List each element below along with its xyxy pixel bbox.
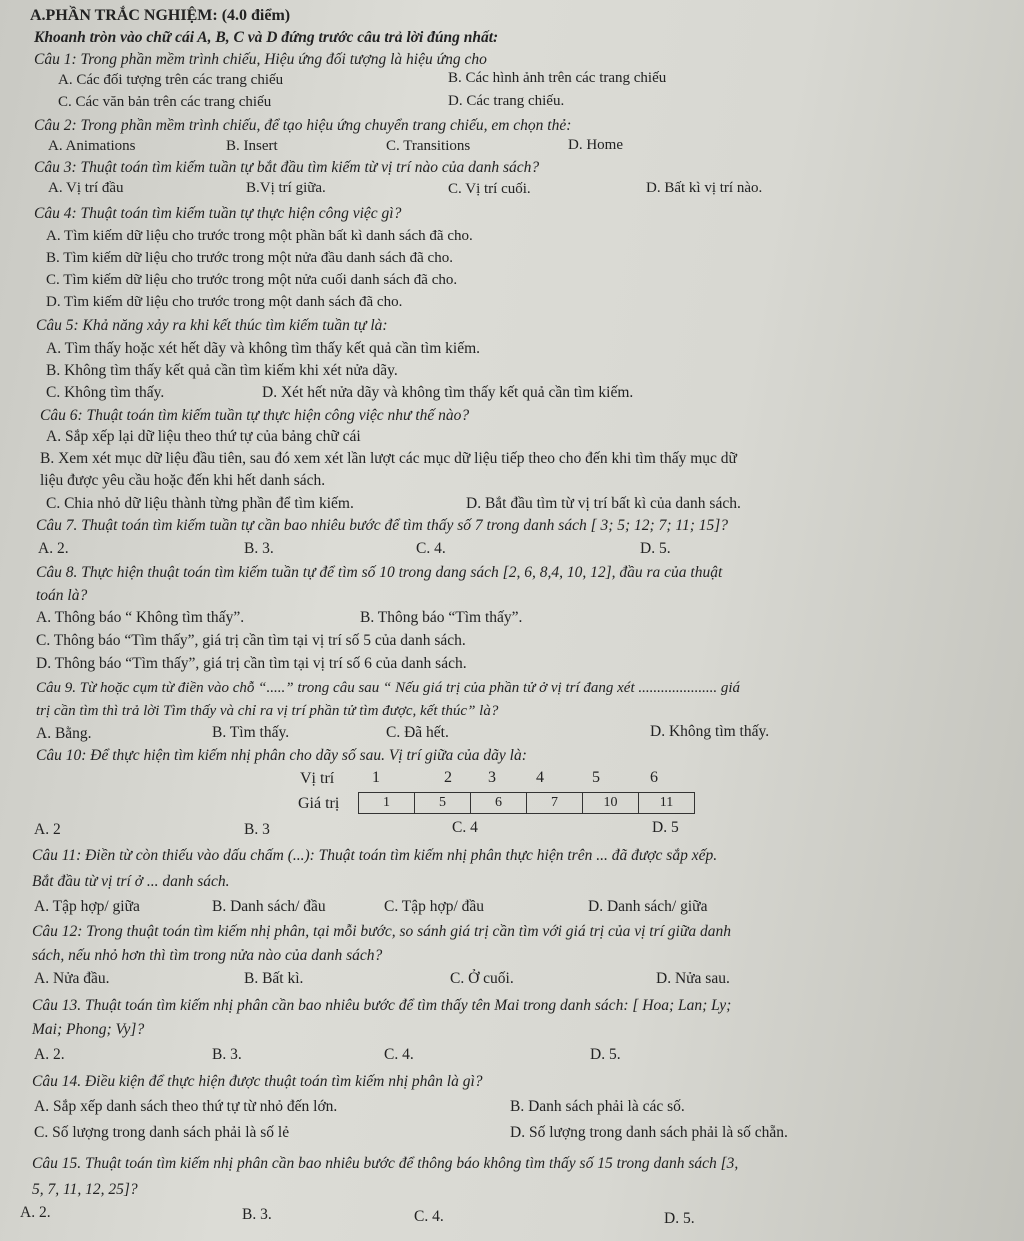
question-5: Câu 5: Khả năng xảy ra khi kết thúc tìm kiếm tuần tự là: [36, 317, 388, 334]
q3-option-d: D. Bất kì vị trí nào. [646, 180, 763, 196]
q10-option-a: A. 2 [34, 821, 61, 838]
q9-option-b: B. Tìm thấy. [212, 724, 290, 741]
q1-option-c: C. Các văn bản trên các trang chiếu [58, 94, 272, 110]
question-6: Câu 6: Thuật toán tìm kiếm tuần tự thực hiện công việc như thế nào? [40, 407, 470, 424]
q2-option-c: C. Transitions [386, 138, 471, 154]
q6-option-a: A. Sắp xếp lại dữ liệu theo thứ tự của bảng chữ cái [46, 428, 361, 445]
question-11: Câu 11: Điền từ còn thiếu vào dấu chấm (...): Thuật toán tìm kiếm nhị phân thực hiện trên ... đã được sắp xếp. [32, 847, 718, 864]
q1-option-d: D. Các trang chiếu. [448, 93, 565, 109]
instruction: Khoanh tròn vào chữ cái A, B, C và D đứng trước câu trả lời đúng nhất: [34, 29, 499, 46]
q4-option-c: C. Tìm kiếm dữ liệu cho trước trong một nửa cuối danh sách đã cho. [46, 272, 458, 288]
position-1: 1 [372, 769, 380, 786]
value-cell-4: 7 [527, 793, 583, 814]
q3-option-c: C. Vị trí cuối. [448, 181, 531, 197]
q9-option-c: C. Đã hết. [386, 724, 449, 741]
position-3: 3 [488, 769, 496, 786]
q15-option-a: A. 2. [20, 1204, 51, 1221]
q12-option-c: C. Ở cuối. [450, 970, 514, 987]
question-7: Câu 7. Thuật toán tìm kiếm tuần tự cần bao nhiêu bước để tìm thấy số 7 trong danh sách [ 3; 5; 12; 7; 11; 15]? [36, 517, 729, 534]
q4-option-a: A. Tìm kiếm dữ liệu cho trước trong một phần bất kì danh sách đã cho. [46, 228, 473, 244]
q8-option-d: D. Thông báo “Tìm thấy”, giá trị cần tìm tại vị trí số 6 của danh sách. [36, 655, 467, 672]
question-8-cont: toán là? [36, 587, 88, 604]
value-cell-2: 5 [415, 793, 471, 814]
question-2: Câu 2: Trong phần mềm trình chiếu, để tạo hiệu ứng chuyển trang chiếu, em chọn thẻ: [34, 117, 572, 134]
q2-option-a: A. Animations [48, 138, 136, 154]
q5-option-a: A. Tìm thấy hoặc xét hết dãy và không tìm thấy kết quả cần tìm kiếm. [46, 340, 481, 357]
q10-option-c: C. 4 [452, 819, 478, 836]
q10-option-b: B. 3 [244, 821, 270, 838]
question-15-cont: 5, 7, 11, 12, 25]? [32, 1181, 138, 1198]
q6-option-c: C. Chia nhỏ dữ liệu thành từng phần để tìm kiếm. [46, 495, 354, 512]
question-3: Câu 3: Thuật toán tìm kiếm tuần tự bắt đầu tìm kiếm từ vị trí nào của danh sách? [34, 159, 540, 176]
question-14: Câu 14. Điều kiện để thực hiện được thuật toán tìm kiếm nhị phân là gì? [32, 1073, 483, 1090]
q7-option-a: A. 2. [38, 540, 69, 557]
q7-option-b: B. 3. [244, 540, 274, 557]
q5-option-c: C. Không tìm thấy. [46, 384, 165, 401]
q3-option-b: B.Vị trí giữa. [246, 180, 326, 196]
value-cell-1: 1 [359, 793, 415, 814]
question-15: Câu 15. Thuật toán tìm kiếm nhị phân cần bao nhiêu bước để thông báo không tìm thấy số 15 trong danh sách [3, [32, 1155, 739, 1172]
position-5: 5 [592, 769, 600, 786]
q11-option-a: A. Tập hợp/ giữa [34, 898, 140, 915]
q6-option-b: B. Xem xét mục dữ liệu đầu tiên, sau đó xem xét lần lượt các mục dữ liệu tiếp theo cho đến khi tìm thấy mục dữ [40, 450, 737, 467]
q6-option-b-cont: liệu được yêu cầu hoặc đến khi hết danh sách. [40, 472, 326, 489]
q10-option-d: D. 5 [652, 819, 679, 836]
q11-option-d: D. Danh sách/ giữa [588, 898, 708, 915]
question-4: Câu 4: Thuật toán tìm kiếm tuần tự thực hiện công việc gì? [34, 205, 402, 222]
q13-option-a: A. 2. [34, 1046, 65, 1063]
value-row-label: Giá trị [298, 795, 340, 812]
position-4: 4 [536, 769, 544, 786]
position-6: 6 [650, 769, 658, 786]
q14-option-c: C. Số lượng trong danh sách phải là số lẻ [34, 1124, 290, 1141]
question-9-cont: trị cần tìm thì trả lời Tìm thấy và chỉ ra vị trí phần tử tìm được, kết thúc” là? [36, 703, 499, 719]
q3-option-a: A. Vị trí đầu [48, 180, 124, 196]
question-12-cont: sách, nếu nhỏ hơn thì tìm trong nửa nào của danh sách? [32, 947, 383, 964]
q5-option-d: D. Xét hết nửa dãy và không tìm thấy kết quả cần tìm kiếm. [262, 384, 634, 401]
q14-option-b: B. Danh sách phải là các số. [510, 1098, 685, 1115]
question-9: Câu 9. Từ hoặc cụm từ điền vào chỗ “.....” trong câu sau “ Nếu giá trị của phần tử ở vị trí đang xét ..................... giá [36, 680, 741, 696]
value-table [358, 792, 695, 814]
q15-option-d: D. 5. [664, 1210, 695, 1227]
q2-option-b: B. Insert [226, 138, 278, 154]
q2-option-d: D. Home [568, 137, 623, 153]
question-10: Câu 10: Để thực hiện tìm kiếm nhị phân cho dãy số sau. Vị trí giữa của dãy là: [36, 747, 527, 764]
q12-option-d: D. Nửa sau. [656, 970, 730, 987]
q9-option-d: D. Không tìm thấy. [650, 723, 770, 740]
q6-option-d: D. Bắt đầu tìm từ vị trí bất kì của danh sách. [466, 495, 741, 512]
value-cell-6: 11 [639, 793, 695, 814]
q13-option-b: B. 3. [212, 1046, 242, 1063]
q13-option-d: D. 5. [590, 1046, 621, 1063]
q7-option-d: D. 5. [640, 540, 671, 557]
q12-option-a: A. Nửa đầu. [34, 970, 110, 987]
q15-option-b: B. 3. [242, 1206, 272, 1223]
q8-option-b: B. Thông báo “Tìm thấy”. [360, 609, 523, 626]
q11-option-c: C. Tập hợp/ đầu [384, 898, 485, 915]
q5-option-b: B. Không tìm thấy kết quả cần tìm kiếm khi xét nửa dãy. [46, 362, 398, 379]
q11-option-b: B. Danh sách/ đầu [212, 898, 326, 915]
value-cell-5: 10 [583, 793, 639, 814]
position-row-label: Vị trí [300, 770, 335, 787]
question-1: Câu 1: Trong phần mềm trình chiếu, Hiệu ứng đối tượng là hiệu ứng cho [34, 51, 487, 68]
question-13-cont: Mai; Phong; Vy]? [32, 1021, 145, 1038]
q15-option-c: C. 4. [414, 1208, 444, 1225]
q9-option-a: A. Bằng. [36, 725, 92, 742]
q14-option-a: A. Sắp xếp danh sách theo thứ tự từ nhỏ đến lớn. [34, 1098, 338, 1115]
q1-option-a: A. Các đối tượng trên các trang chiếu [58, 72, 284, 88]
q4-option-b: B. Tìm kiếm dữ liệu cho trước trong một nửa đầu danh sách đã cho. [46, 250, 453, 266]
q8-option-a: A. Thông báo “ Không tìm thấy”. [36, 609, 245, 626]
q14-option-d: D. Số lượng trong danh sách phải là số chẵn. [510, 1124, 788, 1141]
q4-option-d: D. Tìm kiếm dữ liệu cho trước trong một danh sách đã cho. [46, 294, 403, 310]
q12-option-b: B. Bất kì. [244, 970, 304, 987]
question-12: Câu 12: Trong thuật toán tìm kiếm nhị phân, tại mỗi bước, so sánh giá trị cần tìm với giá trị của vị trí giữa danh [32, 923, 731, 940]
question-11-cont: Bắt đầu từ vị trí ở ... danh sách. [32, 873, 230, 890]
q8-option-c: C. Thông báo “Tìm thấy”, giá trị cần tìm tại vị trí số 5 của danh sách. [36, 632, 466, 649]
question-13: Câu 13. Thuật toán tìm kiếm nhị phân cần bao nhiêu bước để tìm thấy tên Mai trong danh sách: [ Hoa; Lan; Ly; [32, 997, 732, 1014]
q13-option-c: C. 4. [384, 1046, 414, 1063]
value-cell-3: 6 [471, 793, 527, 814]
position-2: 2 [444, 769, 452, 786]
q7-option-c: C. 4. [416, 540, 446, 557]
section-header: A.PHẦN TRẮC NGHIỆM: (4.0 điểm) [30, 7, 291, 24]
question-8: Câu 8. Thực hiện thuật toán tìm kiếm tuần tự để tìm số 10 trong dang sách [2, 6, 8,4, 10, 12], đầu ra của thuật [36, 564, 723, 581]
q1-option-b: B. Các hình ảnh trên các trang chiếu [448, 70, 667, 86]
